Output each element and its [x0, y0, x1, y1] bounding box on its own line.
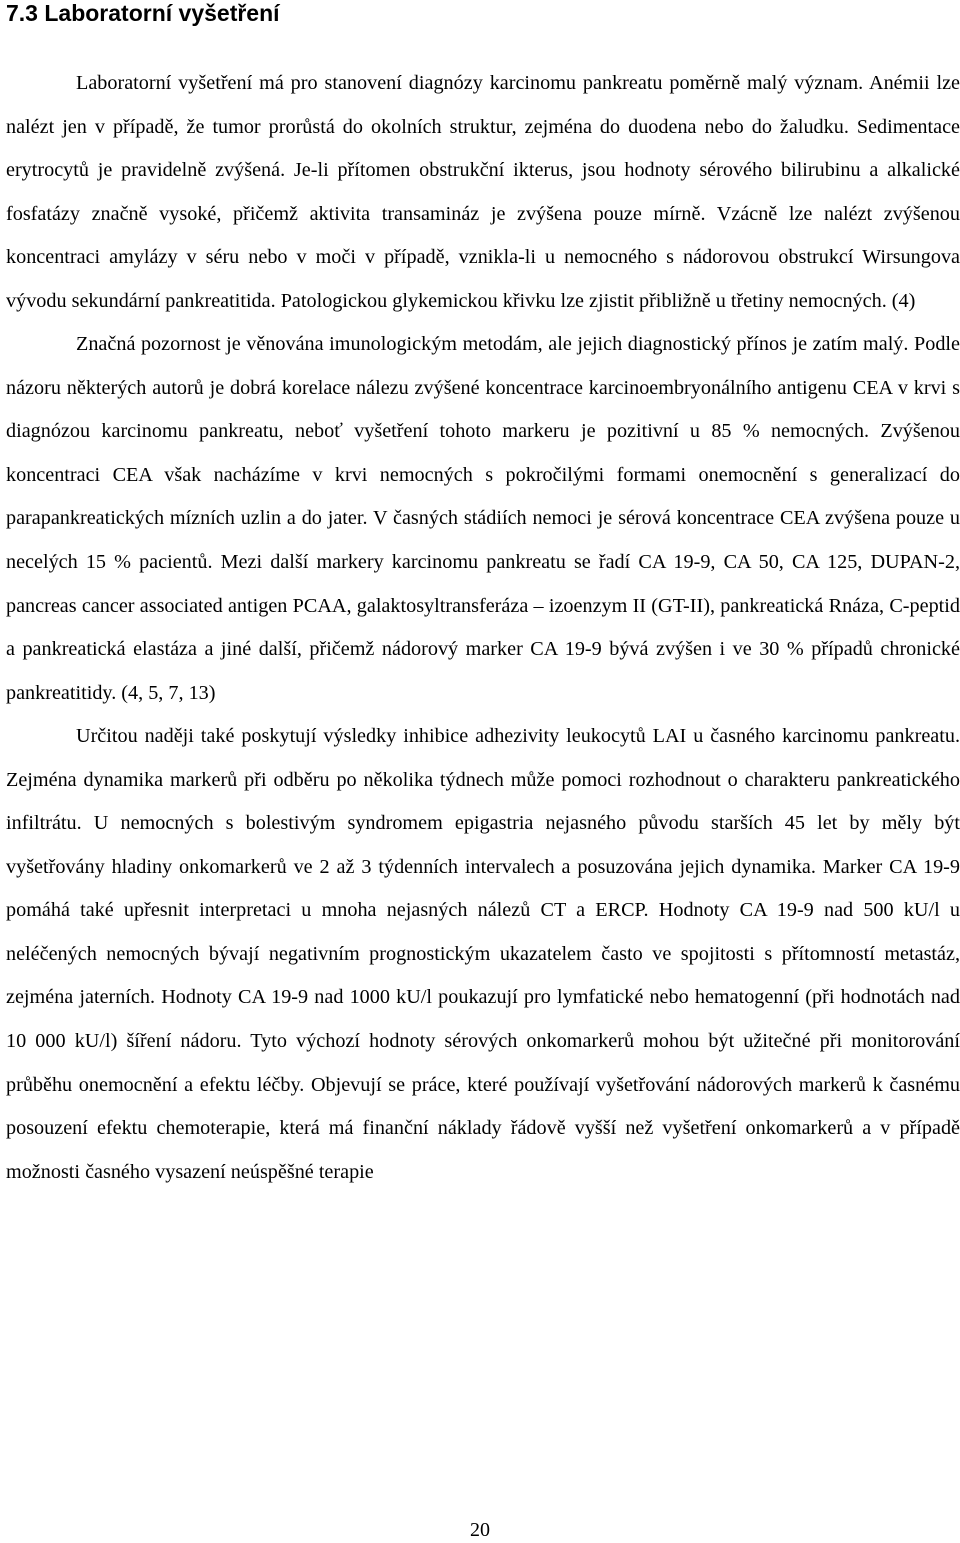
section-heading: 7.3 Laboratorní vyšetření — [6, 0, 280, 26]
paragraph-laboratory-findings: Laboratorní vyšetření má pro stanovení diagnózy karcinomu pankreatu poměrně malý význam. Anémii lze nalézt jen v případě, že tumor prorůstá do okolních struktur, zejména do duodena nebo do žaludku. Sedimentace erytrocytů je pravidelně zvýšená. Je-li přítomen obstrukční ikterus, jsou hodnoty sérového bilirubinu a alkalické fosfatázy značně vysoké, přičemž aktivita transamináz je zvýšena pouze mírně. Vzácně lze nalézt zvýšenou koncentraci amylázy v séru nebo v moči v případě, vznikla-li u nemocného s nádorovou obstrukcí Wirsungova vývodu sekundární pankreatitida. Patologickou glykemickou křivku lze zjistit přibližně u třetiny nemocných. (4) — [6, 72, 960, 312]
body-text — [6, 62, 960, 1194]
paragraph-immunological-methods: Značná pozornost je věnována imunologickým metodám, ale jejich diagnostický přínos je zatím malý. Podle názoru některých autorů je dobrá korelace nálezu zvýšené koncentrace karcinoembryonálního antigenu CEA v krvi s diagnózou karcinomu pankreatu, neboť vyšetření tohoto markeru je pozitivní u 85 % nemocných. Zvýšenou koncentraci CEA však nacházíme v krvi nemocných s pokročilými formami onemocnění s generalizací do parapankreatických mízních uzlin a do jater. V časných stádiích nemoci je sérová koncentrace CEA zvýšena pouze u necelých 15 % pacientů. Mezi další markery karcinomu pankreatu se řadí CA 19-9, CA 50, CA 125, DUPAN-2, pancreas cancer associated antigen PCAA, galaktosyltransferáza – izoenzym II (GT-II), pankreatická Rnáza, C-peptid a pankreatická elastáza a jiné další, přičemž nádorový marker CA 19-9 bývá zvýšen i ve 30 % případů chronické pankreatitidy. (4, 5, 7, 13) — [6, 333, 960, 704]
page-number: 20 — [470, 1519, 490, 1541]
paragraph-leukocyte-adhesion: Určitou naději také poskytují výsledky inhibice adhezivity leukocytů LAI u časného karcinomu pankreatu. Zejména dynamika markerů při odběru po několika týdnech může pomoci rozhodnout o charakteru pankreatického infiltrátu. U nemocných s bolestivým syndromem epigastria nejasného původu starších 45 let by měly být vyšetřovány hladiny onkomarkerů ve 2 až 3 týdenních intervalech a posuzována jejich dynamika. Marker CA 19-9 pomáhá také upřesnit interpretaci u mnoha nejasných nálezů CT a ERCP. Hodnoty CA 19-9 nad 500 kU/l u neléčených nemocných bývají negativním prognostickým ukazatelem často ve spojitosti s přítomností metastáz, zejména jaterních. Hodnoty CA 19-9 nad 1000 kU/l poukazují pro lymfatické nebo hematogenní (při hodnotách nad 10 000 kU/l) šíření nádoru. Tyto výchozí hodnoty sérových onkomarkerů mohou být užitečné při monitorování průběhu onemocnění a efektu léčby. Objevují se práce, které používají vyšetřování nádorových markerů k časnému posouzení efektu chemoterapie, která má finanční náklady řádově vyšší než vyšetření onkomarkerů a v případě možnosti časného vysazení neúspěšné terapie — [6, 725, 960, 1183]
